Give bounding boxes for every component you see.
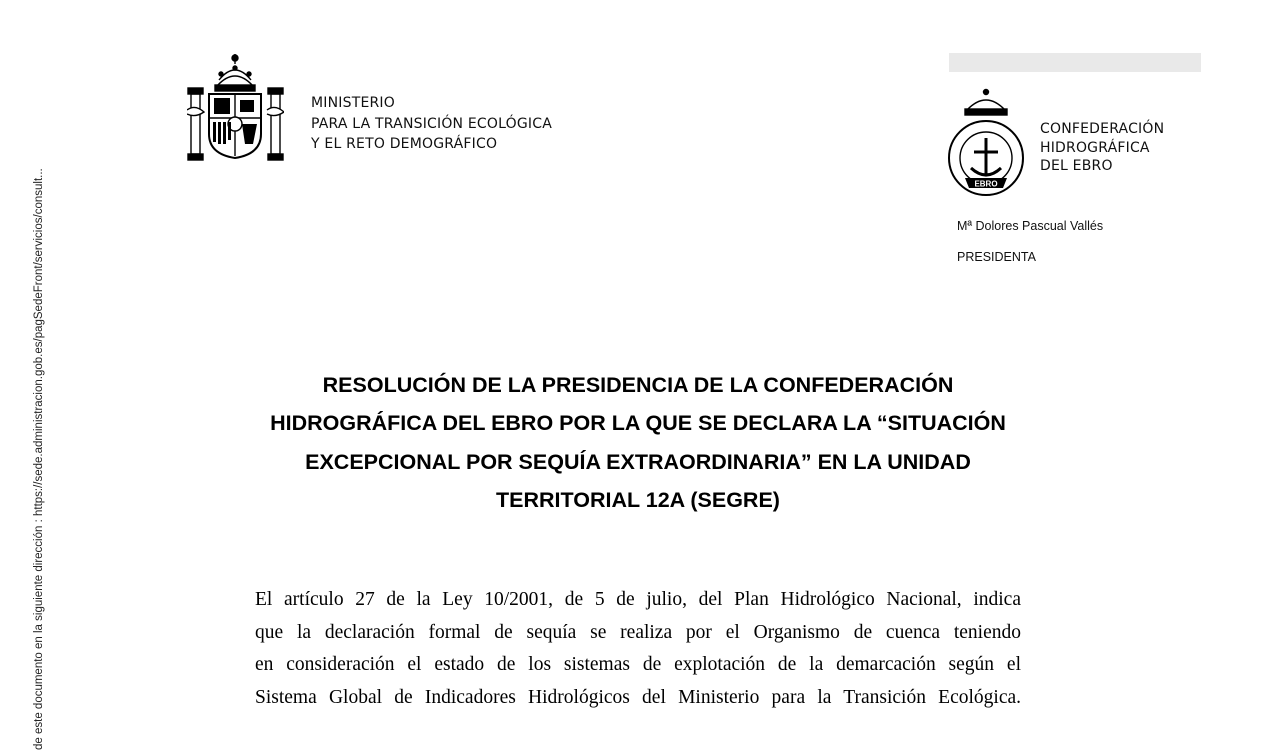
verification-side-text: de este documento en la siguiente dirección : https://sede.administracion.gob.es/pagSedeFront/servicios/consult... xyxy=(33,168,45,750)
body-paragraph xyxy=(255,584,1021,714)
signer-name: Mª Dolores Pascual Vallés xyxy=(957,219,1104,233)
signer-role: PRESIDENTA xyxy=(957,250,1036,264)
agency-line: DEL EBRO xyxy=(1040,158,1113,174)
title-line: HIDROGRÁFICA DEL EBRO POR LA QUE SE DECLARA LA “SITUACIÓN xyxy=(270,411,1006,436)
paragraph-line: El artículo 27 de la Ley 10/2001, de 5 de julio, del Plan Hidrológico Nacional, indica xyxy=(255,589,1021,610)
che-seal-icon xyxy=(947,88,1025,200)
agency-line: CONFEDERACIÓN xyxy=(1040,121,1165,137)
ministry-line: MINISTERIO xyxy=(311,95,395,111)
ministry-line: Y EL RETO DEMOGRÁFICO xyxy=(311,136,498,152)
title-line: RESOLUCIÓN DE LA PRESIDENCIA DE LA CONFEDERACIÓN xyxy=(322,373,954,397)
paragraph-line: que la declaración formal de sequía se realiza por el Organismo de cuenca teniendo xyxy=(255,621,1021,643)
title-line: EXCEPCIONAL POR SEQUÍA EXTRAORDINARIA” EN LA UNIDAD xyxy=(305,449,971,474)
agency-name xyxy=(1040,120,1164,176)
spain-coat-of-arms-icon xyxy=(187,52,284,164)
document-title xyxy=(255,366,1021,519)
seal-banner-text: EBRO xyxy=(974,179,998,189)
ministry-line: PARA LA TRANSICIÓN ECOLÓGICA xyxy=(311,115,552,132)
title-line: TERRITORIAL 12A (SEGRE) xyxy=(496,487,780,512)
ministry-name xyxy=(311,93,552,155)
paragraph-line: Sistema Global de Indicadores Hidrológicos del Ministerio para la Transición Ecológica. xyxy=(255,686,1021,708)
agency-line: HIDROGRÁFICA xyxy=(1040,139,1150,156)
header-gray-bar xyxy=(949,53,1201,72)
paragraph-line: en consideración el estado de los sistemas de explotación de la demarcación según el xyxy=(255,654,1021,675)
